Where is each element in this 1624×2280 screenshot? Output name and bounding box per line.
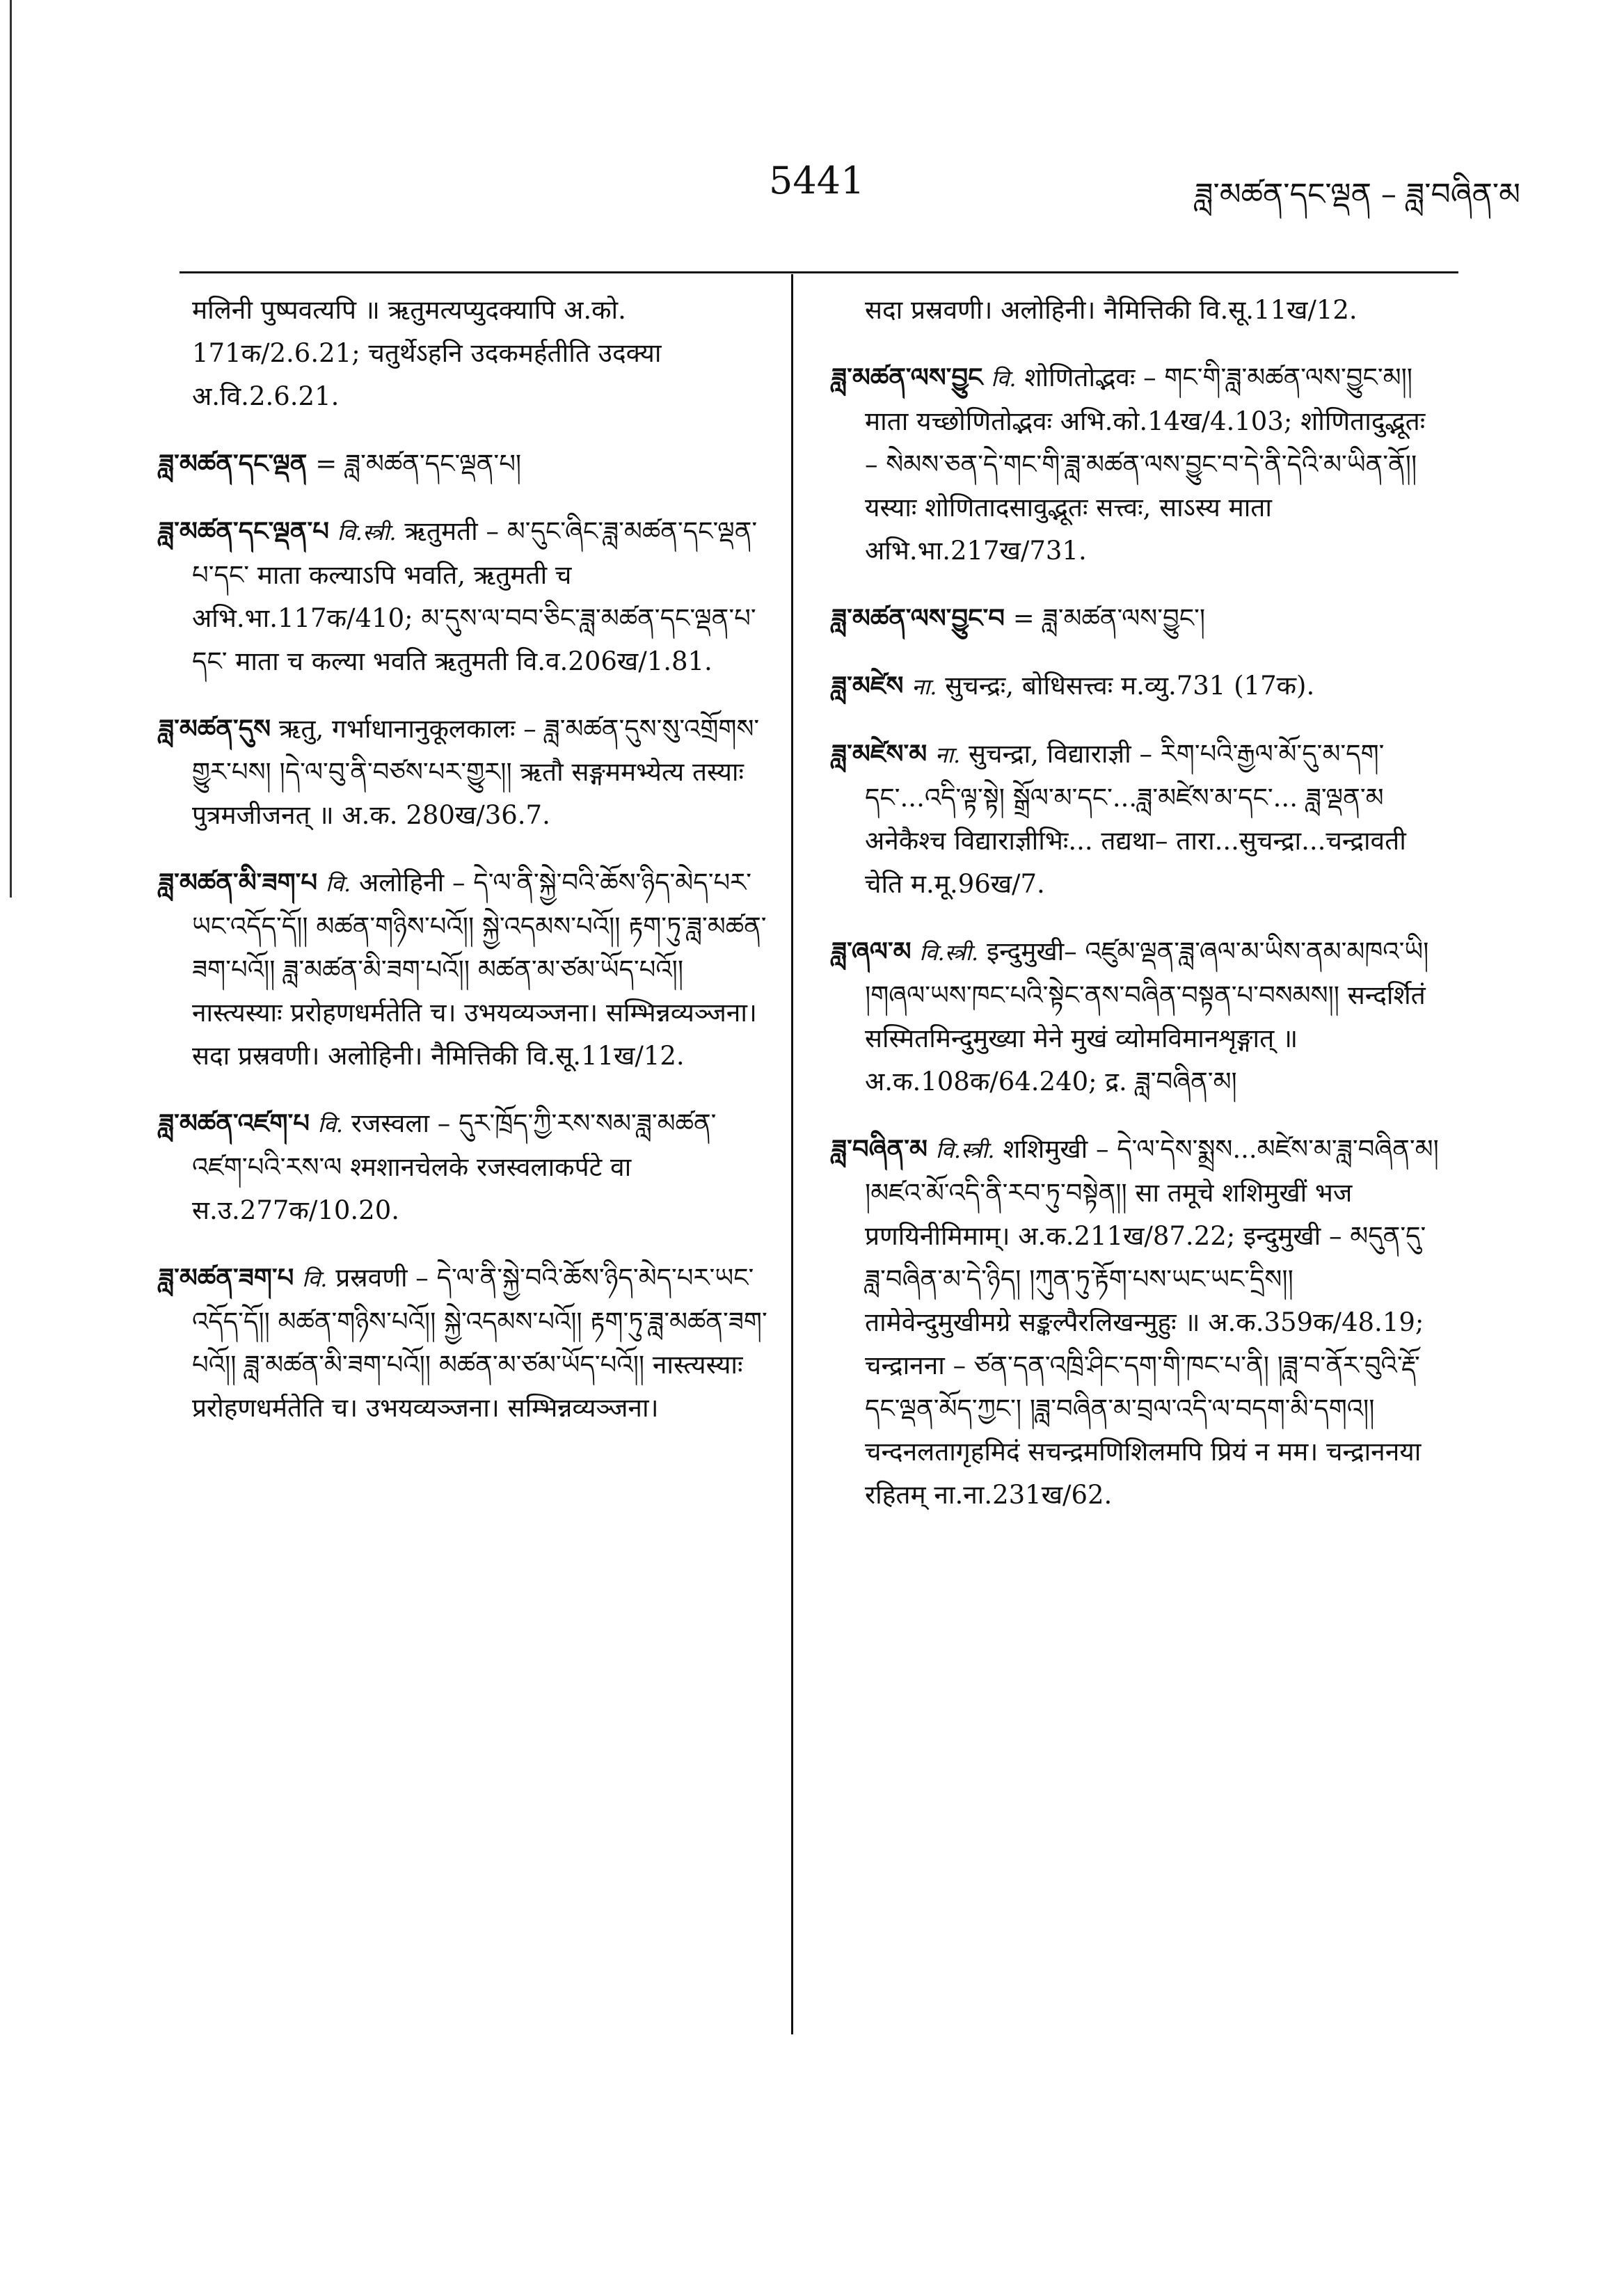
entry-grammar-label: ना. — [934, 742, 961, 768]
dictionary-entry — [831, 664, 1440, 708]
running-head: ཟླ་མཚན་དང་ལྡན – ཟླ་བཞིན་མ — [1195, 177, 1520, 212]
entry-definition: = ཟླ་མཚན་ལས་བྱུང་། — [1012, 603, 1206, 633]
entry-definition: शशिमुखी – དེ་ལ་དེས་སྨྲས...མཛེས་མ་ཟླ་བཞིན་མ། །མཛའ་མོ་འདི་ནི་རབ་ཏུ་བསྟེན།། सा तमूचे शशिमुखीं भज प्रणयिनीमिमाम्। अ.क.211ख/87.22; इन्दुमुखी – མདུན་དུ་ཟླ་བཞིན་མ་དེ་ཉིད། །ཀུན་ཏུ་རྟོག་པས་ཡང་ཡང་དྲིས།། तामेवेन्दुमुखीमग्रे सङ्कल्पैरलिखन्मुहुः ॥ अ.क.359क/48.19; चन्द्रानना – ཙན་དན་འཁྲི་ཤིང་དག་གི་ཁང་པ་ནི། །ཟླ་བ་ནོར་བུའི་རྡོ་དང་ལྡན་མོད་ཀྱང་། །ཟླ་བཞིན་མ་བྲལ་འདི་ལ་བདག་མི་དགའ།། चन्दनलतागृहमिदं सचन्द्रमणिशिलमपि प्रियं न मम। चन्द्राननया रहितम् ना.ना.231ख/62. — [865, 1134, 1439, 1510]
dictionary-entry — [831, 1127, 1440, 1517]
dictionary-entry — [159, 861, 767, 1078]
entry-headword: ཟླ་མཚན་ལས་བྱུང་བ — [831, 603, 1005, 633]
entry-definition: ऋतु, गर्भाधानानुकूलकालः – ཟླ་མཚན་དུས་སུ་འགྲོགས་གྱུར་པས། །དེ་ལ་བུ་ནི་བཙས་པར་གྱུར།། ऋतौ सङ्गममभ्येत्य तस्याः पुत्रमजीजनत् ॥ अ.क. 280ख/36.7. — [192, 714, 760, 830]
entry-headword: ཟླ་ཞལ་མ — [831, 936, 911, 966]
entry-headword: ཟླ་བཞིན་མ — [831, 1133, 928, 1164]
entry-grammar-label: वि. — [325, 870, 351, 897]
left-column — [159, 289, 767, 1453]
entry-grammar-label: ना. — [911, 673, 937, 700]
entry-definition: अलोहिनी – དེ་ལ་ནི་སྐྱེ་བའི་ཆོས་ཉིད་མེད་པར་ཡང་འདོད་དོ།། མཚན་གཉིས་པའོ།། སྐྱེ་འདམས་པའོ།། རྟག་ཏུ་ཟླ་མཚན་ཟག་པའོ།། ཟླ་མཚན་མི་ཟག་པའོ།། མཚན་མ་ཙམ་ཡོད་པའོ།། नास्त्यस्याः प्ररोहणधर्मतेति च। उभयव्यञ्जना। सम्भिन्नव्यञ्जना। सदा प्रस्रवणी। अलोहिनी। नैमित्तिकी वि.सू.11ख/12. — [192, 868, 767, 1071]
dictionary-entry — [831, 732, 1440, 906]
entry-definition: इन्दुमुखी– འཛུམ་ལྡན་ཟླ་ཞལ་མ་ཡིས་ནམ་མཁའ་ཡི། །གཞལ་ཡས་ཁང་པའི་སྟེང་ནས་བཞིན་བསྟན་པ་བསམས།། सन्दर्शितं सस्मितमिन्दुमुख्या मेने मुखं व्योमविमानशृङ्गात् ॥ अ.क.108क/64.240; द्र. ཟླ་བཞིན་མ། — [865, 936, 1429, 1097]
entry-definition: शोणितोद्भवः – གང་གི་ཟླ་མཚན་ལས་བྱུང་མ།། माता यच्छोणितोद्भवः अभि.को.14ख/4.103; शोणितादुद्भूतः – སེམས་ཅན་དེ་གང་གི་ཟླ་མཚན་ལས་བྱུང་བ་དེ་ནི་དེའི་མ་ཡིན་ནོ།། यस्याः शोणितादसावुद्भूतः सत्त्वः, साऽस्य माता अभि.भा.217ख/731. — [865, 362, 1426, 566]
right-column — [831, 289, 1440, 1540]
entry-definition: = ཟླ་མཚན་དང་ལྡན་པ། — [315, 449, 522, 479]
entry-definition: सुचन्द्रा, विद्याराज्ञी – རིག་པའི་རྒྱལ་མོ་དུ་མ་དག་དང་...འདི་ལྟ་སྟེ། སྒྲོལ་མ་དང་...ཟླ་མཛེས་མ་དང་... ཟླ་ལྡན་མ अनेकैश्च विद्याराज्ञीभिः... तद्यथा– तारा...सुचन्द्रा...चन्द्रावती चेति म.मू.96ख/7. — [865, 739, 1406, 899]
entry-grammar-label: वि.स्त्री. — [935, 1137, 995, 1163]
column-divider — [791, 274, 793, 2034]
dictionary-entry — [831, 930, 1440, 1103]
entry-headword: ཟླ་མཚན་དུས — [159, 713, 271, 744]
entry-headword: ཟླ་མཚན་འཛག་པ — [159, 1108, 310, 1138]
entry-definition: रजस्वला – དུར་ཁྲོད་ཀྱི་རས་སམ་ཟླ་མཚན་འཛག་པའི་རས་ལ श्मशानचेलके रजस्वलाकर्पटे वा स.उ.277क/10.20. — [192, 1108, 717, 1225]
entry-headword: ཟླ་མཚན་དང་ལྡན — [159, 448, 308, 479]
margin-line — [10, 0, 12, 898]
dictionary-entry — [159, 707, 767, 837]
entry-grammar-label: वि.स्त्री. — [337, 519, 397, 545]
dictionary-entry — [159, 509, 767, 683]
entry-continuation: सदा प्रस्रवणी। अलोहिनी। नैमित्तिकी वि.सू.11ख/12. — [865, 295, 1358, 325]
entry-headword: ཟླ་མཚན་དང་ལྡན་པ — [159, 516, 329, 546]
entry-grammar-label: वि.स्त्री. — [919, 939, 979, 966]
page-number: 5441 — [769, 159, 865, 202]
dictionary-entry — [831, 356, 1440, 573]
entry-definition: सुचन्द्रः, बोधिसत्त्वः म.व्यु.731 (17क). — [945, 671, 1315, 701]
entry-headword: ཟླ་མཚན་མི་ཟག་པ — [159, 867, 318, 898]
entry-headword: ཟླ་མཚན་ལས་བྱུང — [831, 362, 983, 392]
entry-continuation: मलिनी पुष्पवत्यपि ॥ ऋतुमत्यप्युदक्यापि अ.को. 171क/2.6.21; चतुर्थेऽहनि उदकमर्हतीति उदक्या अ.वि.2.6.21. — [192, 295, 662, 411]
entry-grammar-label: वि. — [317, 1111, 344, 1138]
entry-headword: ཟླ་མཛེས་མ — [831, 738, 928, 769]
entry-headword: ཟླ་མཛེས — [831, 670, 904, 701]
entry-definition: ऋतुमती – མ་དུང་ཞིང་ཟླ་མཚན་དང་ལྡན་པ་དང་ माता कल्याऽपि भवति, ऋतुमती च अभि.भा.117क/410; མ་དུས་ལ་བབ་ཅིང་ཟླ་མཚན་དང་ལྡན་པ་དང་ माता च कल्या भवति ऋतुमती वि.व.206ख/1.81. — [192, 516, 758, 676]
dictionary-entry — [159, 1256, 767, 1430]
entry-grammar-label: वि. — [991, 365, 1017, 392]
header-rule — [180, 271, 1458, 273]
dictionary-entry — [831, 596, 1440, 640]
entry-grammar-label: वि. — [302, 1266, 328, 1292]
entry-headword: ཟླ་མཚན་ཟག་པ — [159, 1262, 294, 1293]
entry-definition: प्रस्रवणी – དེ་ལ་ནི་སྐྱེ་བའི་ཆོས་ཉིད་མེད་པར་ཡང་འདོད་དོ།། མཚན་གཉིས་པའོ།། སྐྱེ་འདམས་པའོ།། རྟག་ཏུ་ཟླ་མཚན་ཟག་པའོ།། ཟླ་མཚན་མི་ཟག་པའོ།། མཚན་མ་ཙམ་ཡོད་པའོ།། नास्त्यस्याः प्ररोहणधर्मतेति च। उभयव्यञ्जना। सम्भिन्नव्यञ्जना। — [192, 1263, 767, 1423]
dictionary-entry — [159, 442, 767, 486]
dictionary-entry — [159, 1101, 767, 1232]
